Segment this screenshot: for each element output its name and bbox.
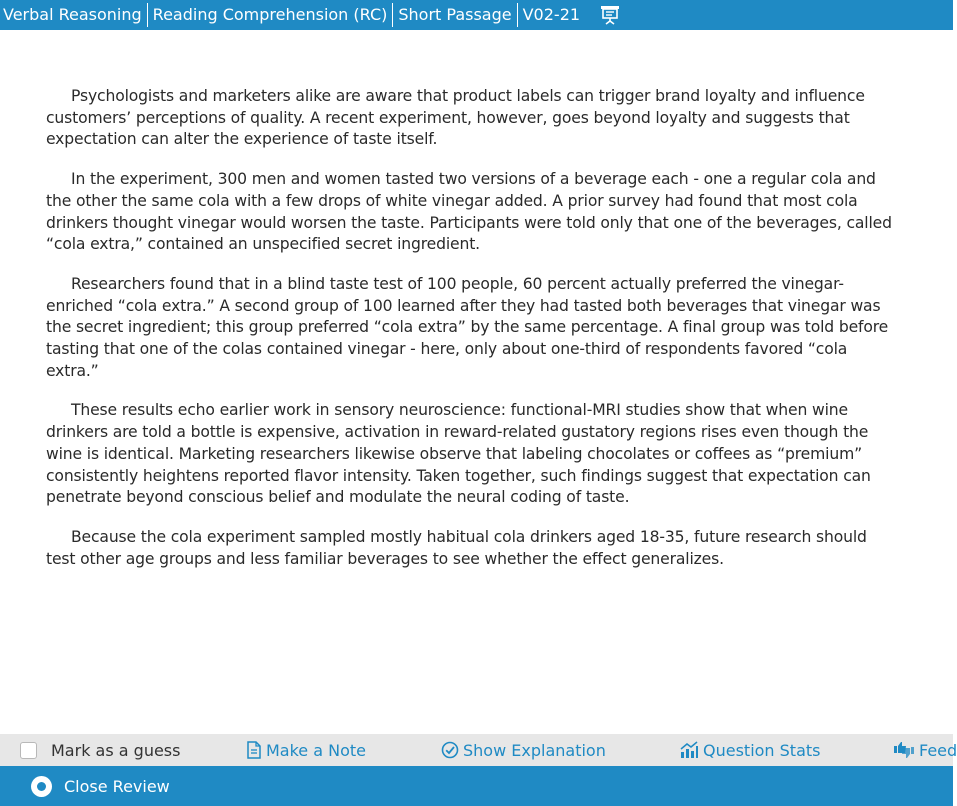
question-stats-button[interactable]	[679, 734, 821, 766]
breadcrumb-bar	[0, 0, 953, 30]
review-footer	[0, 766, 953, 806]
passage-paragraph: These results echo earlier work in sensory neuroscience: functional-MRI studies show that when wine drinkers are told a bottle is expensive, activation in reward-related gustatory regions rises even though the wine is identical. Marketing researchers likewise observe that labeling chocolates or coffees as “premium” consistently heightens reported flavor intensity. Taken together, such findings suggest that expectation can penetrate beyond conscious belief and modulate the neural coding of taste.	[46, 401, 871, 507]
show-explanation-label: Show Explanation	[463, 740, 606, 760]
passage-paragraph: Psychologists and marketers alike are aware that product labels can trigger brand loyalty and influence customers’ perceptions of quality. A recent experiment, however, goes beyond loyalty and suggests that expectation can alter the experience of taste itself.	[46, 87, 865, 149]
make-note-label: Make a Note	[266, 740, 366, 760]
mark-guess-toggle[interactable]	[20, 734, 180, 766]
close-review-label: Close Review	[64, 776, 170, 796]
presentation-board-icon[interactable]	[599, 4, 621, 26]
feedback-button[interactable]	[893, 734, 957, 766]
make-note-button[interactable]	[246, 734, 366, 766]
close-review-button[interactable]	[31, 766, 170, 806]
breadcrumb-question-id: V02-21	[522, 5, 581, 24]
check-circle-icon	[441, 741, 459, 759]
thumbs-feedback-icon	[893, 741, 915, 759]
feedback-label: Feed	[919, 740, 957, 760]
mark-guess-label: Mark as a guess	[51, 740, 181, 760]
passage-paragraph: In the experiment, 300 men and women tasted two versions of a beverage each - one a regular cola and the other the same cola with a few drops of white vinegar added. A prior survey had found that most cola drinkers thought vinegar would worsen the taste. Participants were told only that one of the beverages, called “cola extra,” contained an unspecified secret ingredient.	[46, 170, 892, 254]
passage-paragraph: Researchers found that in a blind taste test of 100 people, 60 percent actually preferred the vinegar-enriched “cola extra.” A second group of 100 learned after they had tasted both beverages that vinegar was the secret ingredient; this group preferred “cola extra” by the same percentage. A final group was told before tasting that one of the colas contained vinegar - here, only about one-third of respondents favored “cola extra.”	[46, 274, 889, 380]
passage-paragraph: Because the cola experiment sampled mostly habitual cola drinkers aged 18-35, future research should test other age groups and less familiar beverages to see whether the effect generalizes.	[46, 527, 867, 568]
close-review-icon	[31, 776, 52, 797]
breadcrumb-short-passage[interactable]: Short Passage	[398, 5, 512, 24]
reading-passage	[46, 86, 898, 588]
question-toolbar	[0, 734, 957, 766]
breadcrumb-verbal-reasoning[interactable]: Verbal Reasoning	[3, 5, 142, 24]
show-explanation-button[interactable]	[441, 734, 606, 766]
breadcrumb-reading-comprehension[interactable]: Reading Comprehension (RC)	[152, 5, 388, 24]
question-stats-label: Question Stats	[703, 740, 821, 760]
mark-guess-checkbox[interactable]	[20, 742, 37, 759]
stats-chart-icon	[679, 741, 699, 759]
note-icon	[246, 741, 262, 759]
